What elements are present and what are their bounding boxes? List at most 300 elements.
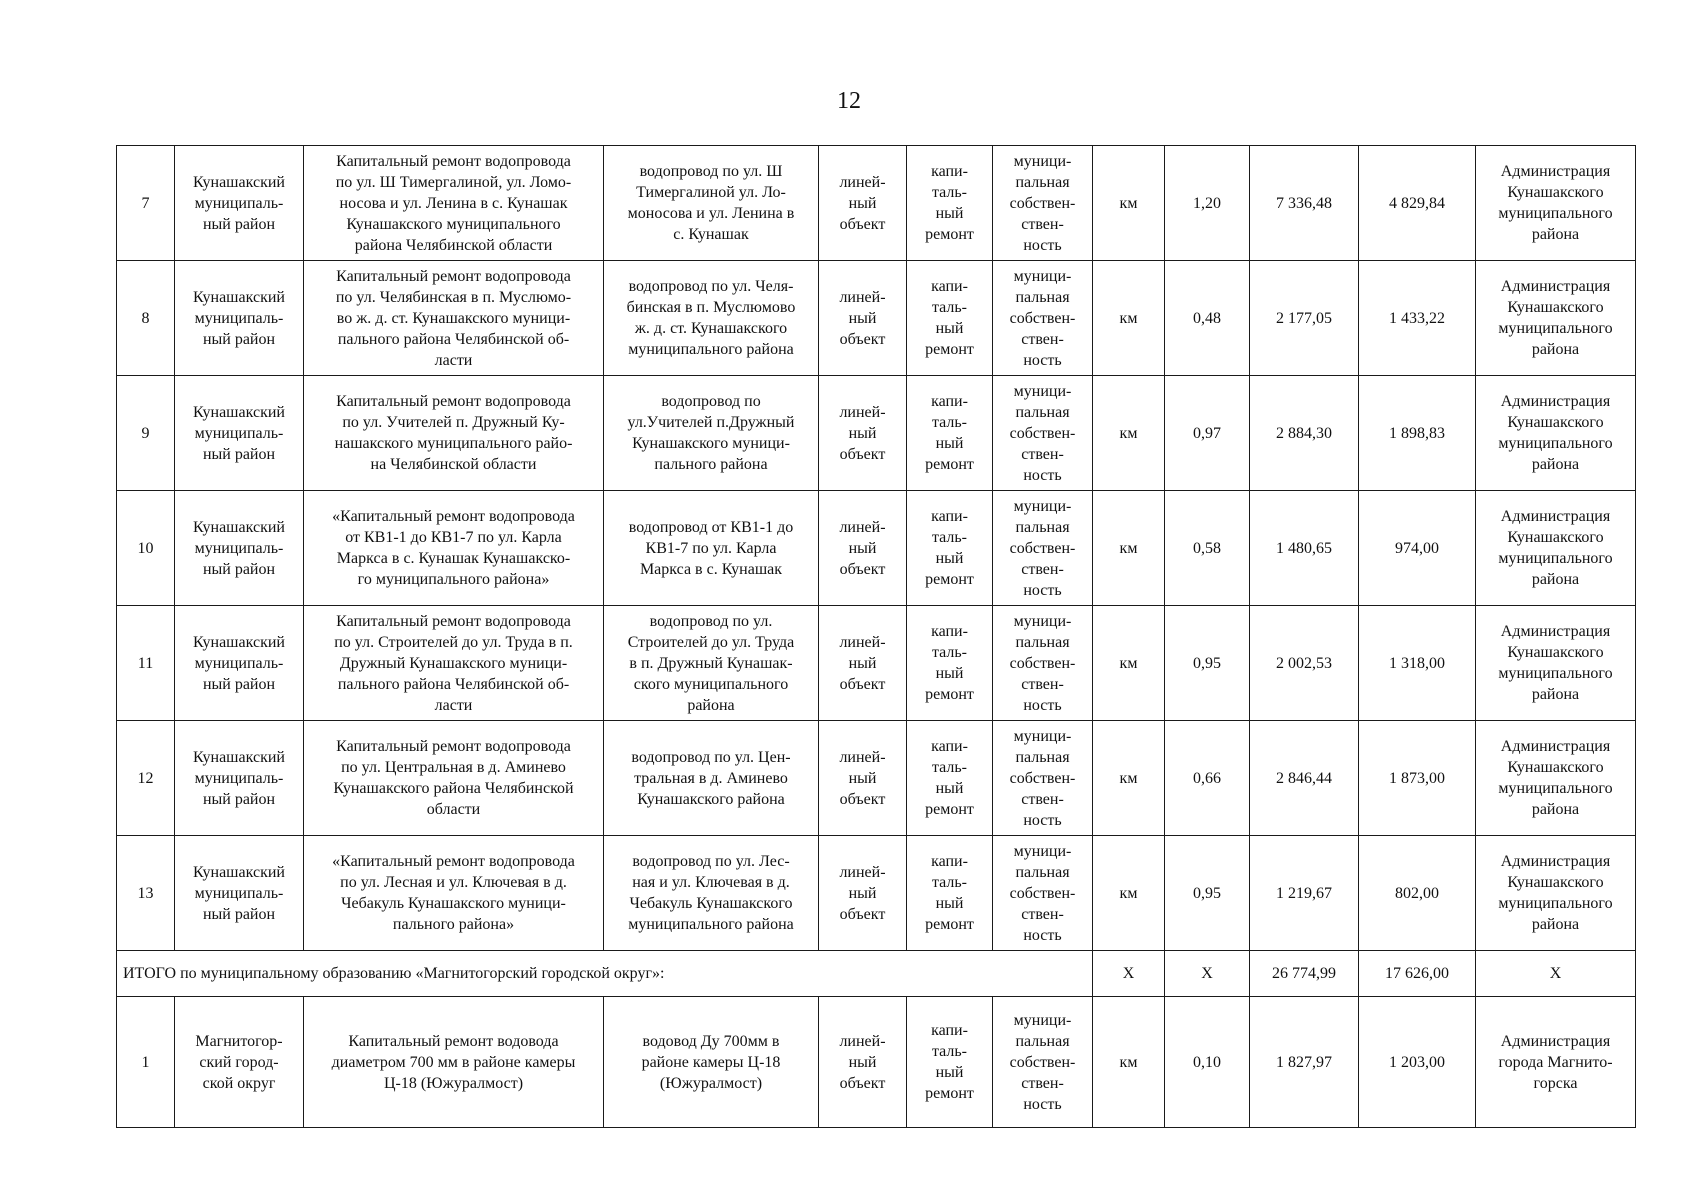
cell-line: Кунашакского района [637,790,785,808]
cell-line: по ул. Учителей п. Дружный Ку- [342,414,565,431]
cell-line: ствен- [1021,790,1064,808]
cost-total-cell: 2 177,05 [1250,261,1359,376]
cell-line: пального района Челябинской об- [337,675,570,693]
cell-line: Кунашакского [1507,529,1604,546]
row-number-cell: 9 [117,376,175,491]
length-cell: 0,58 [1165,491,1250,606]
cell-line: бинская в п. Муслюмово [626,299,796,316]
cell-line: ный [935,320,964,337]
cell-line: Дружный Кунашакского муници- [339,654,568,672]
work-type-cell [907,146,993,261]
work-type-cell [907,997,993,1128]
length-cell: 0,48 [1165,261,1250,376]
municipality-cell [175,606,304,721]
cell-line: ность [1023,696,1062,714]
cell-line: муниципального [1498,320,1613,337]
cell-line: Магнитогор- [195,1032,283,1050]
cell-line: Чебакуль Кунашакского муници- [341,895,566,912]
cell-line: объект [839,790,886,808]
description-cell [304,376,604,491]
cell-line: пальная [1015,863,1070,881]
cell-line: муниципаль- [194,424,284,442]
cell-line: по ул. Центральная в д. Аминево [341,759,566,776]
cell-line: «Капитальный ремонт водопровода [332,853,575,870]
cell-line: Кунашакского [1507,414,1604,431]
cell-line: от КВ1-1 до КВ1-7 по ул. Карла [345,529,562,546]
municipality-cell [175,721,304,836]
cell-line: капи- [931,623,968,640]
cell-line: ность [1023,466,1062,484]
cell-line: водопровод по [661,393,761,410]
object-type-cell [819,606,907,721]
cell-line: муниципального [1498,550,1613,567]
object-cell [604,721,819,836]
cell-line: ный район [202,905,276,923]
cell-line: пального района Челябинской об- [337,330,570,348]
cell-line: ласти [434,351,473,369]
cell-line: муници- [1013,727,1072,745]
customer-cell [1476,721,1636,836]
cell-line: ность [1023,1095,1062,1113]
object-type-cell [819,836,907,951]
customer-cell [1476,376,1636,491]
cell-line: ность [1023,926,1062,944]
cell-line: Тимергалиной ул. Ло- [636,184,786,201]
cell-line: пальная [1015,403,1070,421]
cell-line: объект [839,675,886,693]
description-cell [304,721,604,836]
cell-line: районе камеры Ц-18 [641,1053,781,1071]
cell-line: ской округ [202,1074,276,1092]
cell-line: ность [1023,811,1062,829]
table-row [117,997,1636,1128]
unit-cell: км [1093,146,1165,261]
row-number-cell: 1 [117,997,175,1128]
cell-line: пальная [1015,173,1070,191]
cost-subsidy-cell: 974,00 [1359,491,1476,606]
cell-line: ный [935,665,964,682]
cell-line: Кунашакский [193,288,285,306]
cell-line: водопровод по ул. Ш [639,163,783,180]
cell-line: муници- [1013,267,1072,285]
cell-line: ность [1023,581,1062,599]
cost-subsidy-cell: 802,00 [1359,836,1476,951]
cell-line: ского муниципального [633,675,789,693]
total-unit: Х [1093,951,1165,997]
cell-line: Капитальный ремонт водопровода [336,612,571,630]
cell-line: муниципального [1498,780,1613,797]
cell-line: Кунашакского [1507,759,1604,776]
cell-line: ный [848,309,877,327]
cell-line: капи- [931,278,968,295]
object-cell [604,836,819,951]
cost-subsidy-cell: 1 433,22 [1359,261,1476,376]
work-type-cell [907,836,993,951]
object-cell [604,261,819,376]
cell-line: собствен- [1009,194,1076,212]
cell-line: пальная [1015,518,1070,536]
cell-line: муниципального [1498,665,1613,682]
cell-line: области [426,801,481,818]
cell-line: ный район [202,675,276,693]
table-row [117,606,1636,721]
cell-line: ствен- [1021,330,1064,348]
total-subsidy: 17 626,00 [1359,951,1476,997]
cell-line: ремонт [925,1085,974,1102]
cell-line: ремонт [925,456,974,473]
object-type-cell [819,146,907,261]
cell-line: муниципального района [628,341,794,358]
cell-line: по ул. Ш Тимергалиной, ул. Ломо- [335,173,572,191]
cell-line: собствен- [1009,424,1076,442]
cell-line: пальная [1015,1032,1070,1050]
total-label: ИТОГО по муниципальному образованию «Магнитогорский городской округ»: [117,951,1093,997]
total-customer: Х [1476,951,1636,997]
cell-line: на Челябинской области [370,456,537,473]
cell-line: Кунашакского района Челябинской [333,780,574,797]
unit-cell: км [1093,261,1165,376]
cell-line: ский город- [199,1053,279,1071]
cell-line: ный [848,884,877,902]
customer-cell [1476,836,1636,951]
cell-line: муници- [1013,612,1072,630]
cell-line: Администрация [1500,623,1611,640]
ownership-cell [993,997,1093,1128]
cell-line: ный [935,895,964,912]
cell-line: Маркса в с. Кунашак Кунашакско- [336,550,571,567]
cell-line: пальная [1015,633,1070,651]
cell-line: Капитальный ремонт водопровода [336,393,571,410]
cell-line: Администрация [1500,853,1611,870]
cost-subsidy-cell: 1 318,00 [1359,606,1476,721]
cell-line: во ж. д. ст. Кунашакского муници- [336,309,571,327]
cell-line: водопровод от КВ1-1 до [628,518,794,536]
cell-line: района [1531,916,1580,933]
cell-line: ствен- [1021,675,1064,693]
cell-line: в п. Дружный Кунашак- [629,654,793,672]
cell-line: Маркса в с. Кунашак [639,560,783,578]
object-cell [604,997,819,1128]
ownership-cell [993,606,1093,721]
description-cell [304,491,604,606]
cell-line: ный район [202,790,276,808]
ownership-cell [993,721,1093,836]
cell-line: объект [839,330,886,348]
cell-line: водопровод по ул. Лес- [632,853,790,870]
work-type-cell [907,376,993,491]
cell-line: собствен- [1009,884,1076,902]
cell-line: муниципального района [628,916,794,933]
cell-line: ный [935,780,964,797]
ownership-cell [993,146,1093,261]
cell-line: муниципаль- [194,769,284,787]
cell-line: Кунашакского [1507,299,1604,316]
capital-repair-table [116,145,1636,1128]
cell-line: Администрация [1500,508,1611,525]
cell-line: таль- [931,299,968,316]
customer-cell [1476,146,1636,261]
cell-line: Кунашакский [193,748,285,766]
cell-line: Капитальный ремонт водопровода [336,738,571,755]
length-cell: 0,95 [1165,606,1250,721]
work-type-cell [907,491,993,606]
municipality-cell [175,146,304,261]
customer-cell [1476,997,1636,1128]
object-type-cell [819,997,907,1128]
cost-total-cell: 1 480,65 [1250,491,1359,606]
cell-line: муници- [1013,1011,1072,1029]
row-number-cell: 12 [117,721,175,836]
ownership-cell [993,836,1093,951]
cell-line: ремонт [925,801,974,818]
cell-line: Капитальный ремонт водопровода [336,152,571,170]
cell-line: района [1531,226,1580,243]
municipality-cell [175,836,304,951]
table-row [117,721,1636,836]
cell-line: капи- [931,393,968,410]
cell-line: тральная в д. Аминево [634,769,788,787]
cell-line: ствен- [1021,1074,1064,1092]
cell-line: района [1531,571,1580,588]
object-type-cell [819,721,907,836]
cell-line: Кунашакский [193,518,285,536]
cell-line: по ул. Строителей до ул. Труда в п. [334,633,573,651]
customer-cell [1476,491,1636,606]
cell-line: капи- [931,853,968,870]
cell-line: носова и ул. Ленина в с. Кунашак [339,194,568,212]
row-number-cell: 10 [117,491,175,606]
cell-line: линей- [839,518,886,536]
cell-line: ность [1023,236,1062,254]
table-row [117,491,1636,606]
cell-line: муниципаль- [194,194,284,212]
cell-line: ный район [202,215,276,233]
total-cost: 26 774,99 [1250,951,1359,997]
table-row [117,261,1636,376]
cell-line: района [687,696,735,714]
cell-line: ный район [202,445,276,463]
cell-line: собствен- [1009,309,1076,327]
cost-subsidy-cell: 1 898,83 [1359,376,1476,491]
cell-line: водопровод по ул. Челя- [628,278,794,295]
cell-line: ный [848,654,877,672]
total-length: Х [1165,951,1250,997]
cost-total-cell: 2 884,30 [1250,376,1359,491]
cell-line: линей- [839,403,886,421]
cell-line: ремонт [925,686,974,703]
cell-line: таль- [931,529,968,546]
cell-line: муниципального [1498,205,1613,222]
cell-line: по ул. Лесная и ул. Ключевая в д. [340,874,567,891]
cell-line: таль- [931,874,968,891]
unit-cell: км [1093,721,1165,836]
cell-line: муниципаль- [194,884,284,902]
cell-line: района Челябинской области [354,236,553,254]
cost-total-cell: 2 846,44 [1250,721,1359,836]
cell-line: объект [839,905,886,923]
municipality-cell [175,997,304,1128]
cell-line: ремонт [925,571,974,588]
cell-line: муници- [1013,152,1072,170]
cell-line: Кунашакский [193,173,285,191]
municipality-cell [175,376,304,491]
work-type-cell [907,261,993,376]
unit-cell: км [1093,997,1165,1128]
ownership-cell [993,491,1093,606]
length-cell: 1,20 [1165,146,1250,261]
description-cell [304,261,604,376]
cell-line: собствен- [1009,539,1076,557]
description-cell [304,997,604,1128]
cell-line: муници- [1013,382,1072,400]
municipality-cell [175,491,304,606]
cell-line: пального района» [392,916,515,933]
cell-line: Капитальный ремонт водопровода [336,267,571,285]
object-type-cell [819,491,907,606]
cell-line: ный район [202,560,276,578]
cell-line: Администрация [1500,163,1611,180]
table-row [117,376,1636,491]
cell-line: Ц-18 (Южуралмост) [383,1074,524,1092]
cell-line: ствен- [1021,445,1064,463]
table-body-total [117,951,1636,997]
cell-line: линей- [839,288,886,306]
cell-line: собствен- [1009,654,1076,672]
cell-line: ж. д. ст. Кунашакского [634,320,788,337]
table-row [117,836,1636,951]
cell-line: Кунашакского [1507,184,1604,201]
cell-line: Администрация [1500,393,1611,410]
cell-line: водопровод по ул. Цен- [631,748,791,766]
table-body-before-total [117,146,1636,951]
cell-line: Администрация [1500,738,1611,755]
cell-line: капи- [931,163,968,180]
cell-line: (Южуралмост) [659,1074,763,1092]
cell-line: Чебакуль Кунашакского [629,895,793,912]
cell-line: ный [935,435,964,452]
cell-line: ный [935,550,964,567]
cell-line: ный [848,539,877,557]
cell-line: муниципального [1498,435,1613,452]
cell-line: пальная [1015,748,1070,766]
cost-total-cell: 7 336,48 [1250,146,1359,261]
cell-line: линей- [839,1032,886,1050]
description-cell [304,606,604,721]
cell-line: ный [848,769,877,787]
cell-line: ствен- [1021,905,1064,923]
cell-line: капи- [931,738,968,755]
cell-line: го муниципального района» [357,571,550,588]
cell-line: капи- [931,1022,968,1039]
cell-line: ный [848,424,877,442]
row-number-cell: 11 [117,606,175,721]
object-type-cell [819,376,907,491]
customer-cell [1476,606,1636,721]
length-cell: 0,10 [1165,997,1250,1128]
cell-line: Администрация [1500,1032,1611,1050]
cell-line: диаметром 700 мм в районе камеры [331,1053,576,1071]
cell-line: нашакского муниципального райо- [334,435,573,452]
cell-line: таль- [931,184,968,201]
table-body-after-total [117,997,1636,1128]
cell-line: города Магнито- [1498,1053,1613,1071]
total-row [117,951,1636,997]
cell-line: ствен- [1021,215,1064,233]
cell-line: с. Кунашак [673,226,749,243]
object-cell [604,491,819,606]
cell-line: линей- [839,633,886,651]
cell-line: моносова и ул. Ленина в [627,205,795,222]
row-number-cell: 7 [117,146,175,261]
cell-line: объект [839,215,886,233]
length-cell: 0,95 [1165,836,1250,951]
cell-line: Кунашакский [193,863,285,881]
cell-line: муниципаль- [194,654,284,672]
work-type-cell [907,721,993,836]
cell-line: Кунашакского [1507,644,1604,661]
unit-cell: км [1093,836,1165,951]
cell-line: ласти [434,696,473,714]
cell-line: горска [1533,1074,1578,1092]
cell-line: объект [839,560,886,578]
cell-line: района [1531,341,1580,358]
cell-line: муниципального [1498,895,1613,912]
cell-line: муници- [1013,497,1072,515]
unit-cell: км [1093,491,1165,606]
object-cell [604,606,819,721]
cell-line: ремонт [925,226,974,243]
cell-line: таль- [931,1043,968,1060]
table-row [117,146,1636,261]
cell-line: района [1531,456,1580,473]
cell-line: ный [935,1064,964,1081]
cell-line: пальная [1015,288,1070,306]
cell-line: муници- [1013,842,1072,860]
cost-total-cell: 2 002,53 [1250,606,1359,721]
cell-line: ный [848,194,877,212]
cell-line: объект [839,1074,886,1092]
cell-line: таль- [931,644,968,661]
cell-line: Строителей до ул. Труда [627,633,795,651]
page-number: 12 [837,88,861,114]
cell-line: водопровод по ул. [649,612,773,630]
cell-line: ность [1023,351,1062,369]
cell-line: капи- [931,508,968,525]
cell-line: ный [848,1053,877,1071]
cell-line: собствен- [1009,769,1076,787]
cell-line: ул.Учителей п.Дружный [627,414,795,431]
row-number-cell: 8 [117,261,175,376]
object-cell [604,376,819,491]
cell-line: ный [935,205,964,222]
cell-line: Кунашакского муници- [632,435,790,452]
cell-line: Администрация [1500,278,1611,295]
cell-line: Капитальный ремонт водовода [348,1032,559,1050]
length-cell: 0,97 [1165,376,1250,491]
cell-line: таль- [931,759,968,776]
cell-line: линей- [839,748,886,766]
cell-line: района [1531,801,1580,818]
cost-subsidy-cell: 1 203,00 [1359,997,1476,1128]
cell-line: ремонт [925,916,974,933]
cost-total-cell: 1 827,97 [1250,997,1359,1128]
cell-line: КВ1-7 по ул. Карла [645,539,777,557]
description-cell [304,146,604,261]
cell-line: ремонт [925,341,974,358]
cell-line: муниципаль- [194,309,284,327]
customer-cell [1476,261,1636,376]
cell-line: объект [839,445,886,463]
